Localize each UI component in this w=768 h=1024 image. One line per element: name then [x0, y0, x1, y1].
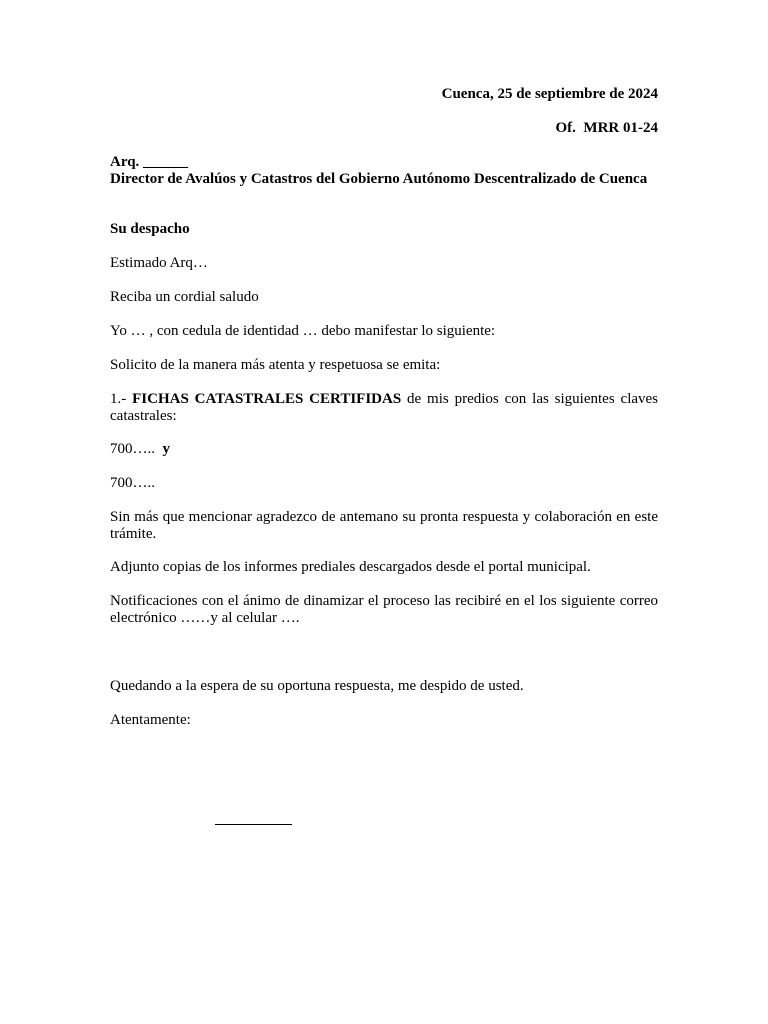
notifications-paragraph: Notificaciones con el ánimo de dinamizar el proceso las recibiré en el los siguiente correo electrónico ……y al celular ….: [110, 593, 658, 626]
signoff: Atentamente:: [110, 712, 191, 728]
request-paragraph: Solicito de la manera más atenta y respetuosa se emita:: [110, 357, 441, 373]
item-number: 1.-: [110, 391, 133, 407]
cadastral-key-1: [110, 441, 658, 458]
cadastral-key-2: 700…..: [110, 475, 155, 491]
place-date: Cuenca, 25 de septiembre de 2024: [441, 86, 658, 102]
farewell-paragraph: Quedando a la espera de su oportuna respuesta, me despido de usted.: [110, 678, 524, 694]
cadastral-key-1-value: 700…..: [110, 441, 159, 457]
recipient-office: Su despacho: [110, 221, 190, 237]
cadastral-key-connector: y: [158, 441, 170, 457]
closing-paragraph: Sin más que mencionar agradezco de antemano su pronta respuesta y colaboración en este trámite.: [110, 509, 658, 542]
signature-line: [215, 824, 292, 825]
recipient-title: Arq. ______: [110, 154, 189, 170]
item-title: FICHAS CATASTRALES CERTIFIDAS: [132, 391, 402, 407]
greeting: Estimado Arq…: [110, 255, 208, 271]
intro-paragraph: Yo … , con cedula de identidad … debo manifestar lo siguiente:: [110, 323, 496, 339]
requested-item: [110, 391, 658, 425]
item-description: de mis predios con las siguientes claves catastrales:: [110, 391, 659, 424]
attachments-paragraph: Adjunto copias de los informes prediales descargados desde el portal municipal.: [110, 559, 591, 575]
reference-number: Of. MRR 01-24: [555, 120, 658, 136]
recipient-position: Director de Avalúos y Catastros del Gobierno Autónomo Descentralizado de Cuenca: [110, 171, 648, 187]
salutation: Reciba un cordial saludo: [110, 289, 259, 305]
